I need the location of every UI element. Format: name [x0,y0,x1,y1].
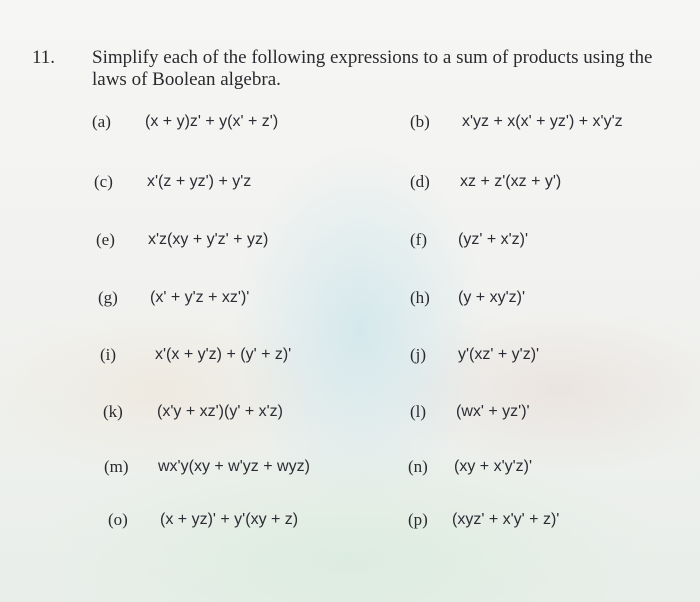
item-j-expression: y'(xz' + y'z)' [458,346,540,363]
item-a-expression: (x + y)z' + y(x' + z') [145,113,279,130]
item-m-expression: wx'y(xy + w'yz + wyz) [158,458,310,475]
item-d-label: (d) [410,172,430,191]
item-k-label: (k) [103,402,123,421]
item-l-label: (l) [410,402,427,421]
item-f-expression: (yz' + x'z)' [458,231,529,248]
item-g-expression: (x' + y'z + xz')' [150,289,250,306]
item-i-label: (i) [100,345,117,364]
item-h-label: (h) [410,288,430,307]
item-p-label: (p) [408,510,428,529]
item-l-expression: (wx' + yz')' [456,403,530,420]
item-a-label: (a) [92,112,111,131]
question-stem: Simplify each of the following expressions to a sum of products using the laws of Boolean algebra. [92,47,653,90]
item-n-expression: (xy + x'y'z)' [454,458,533,475]
item-m-label: (m) [104,457,129,476]
item-b-label: (b) [410,112,430,131]
item-o-expression: (x + yz)' + y'(xy + z) [160,511,299,528]
item-e-label: (e) [96,230,115,249]
question-number: 11. [32,47,56,68]
item-h-expression: (y + xy'z)' [458,289,525,306]
item-o-label: (o) [108,510,128,529]
item-f-label: (f) [410,230,427,249]
item-g-label: (g) [98,288,118,307]
item-e-expression: x'z(xy + y'z' + yz) [148,231,269,248]
item-n-label: (n) [408,457,428,476]
item-i-expression: x'(x + y'z) + (y' + z)' [155,346,292,363]
item-c-expression: x'(z + yz') + y'z [147,173,252,190]
item-b-expression: x'yz + x(x' + yz') + x'y'z [462,113,623,130]
item-p-expression: (xyz' + x'y' + z)' [452,511,560,528]
item-k-expression: (x'y + xz')(y' + x'z) [157,403,283,420]
item-d-expression: xz + z'(xz + y') [460,173,562,190]
item-c-label: (c) [94,172,113,191]
item-j-label: (j) [410,345,427,364]
